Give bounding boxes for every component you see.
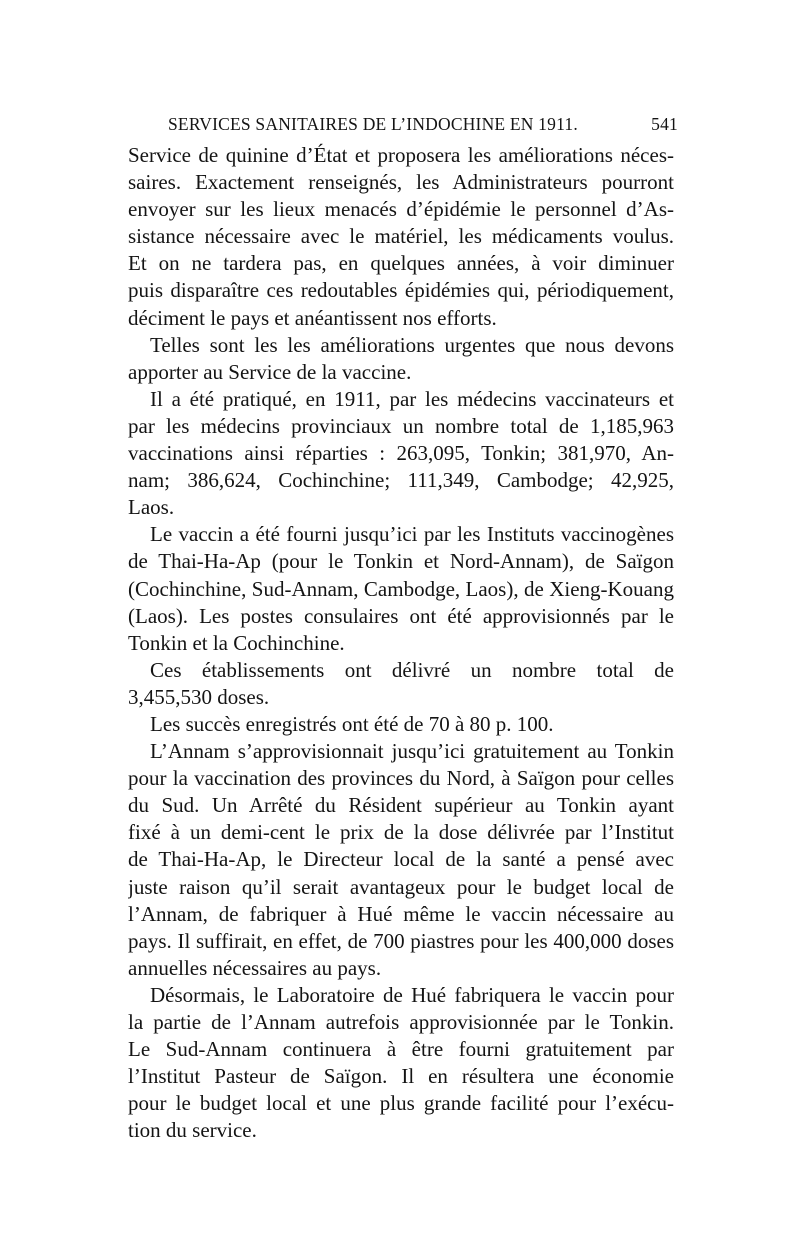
text-line: tion du service. [128,1118,257,1143]
text-line: Le vaccin a été fourni jusqu’ici par les Instituts vaccinogènes [150,522,674,547]
text-line: envoyer sur les lieux menacés d’épidémie le personnel d’As- [128,197,674,222]
text-line: l’Annam, de fabriquer à Hué même le vaccin nécessaire au [128,901,674,926]
text-line: Il a été pratiqué, en 1911, par les médecins vaccinateurs et [150,386,674,411]
text-line: l’Institut Pasteur de Saïgon. Il en résultera une économie [128,1064,674,1089]
text-line: Le Sud-Annam continuera à être fourni gratuitement par [128,1037,674,1062]
text-line: 3,455,530 doses. [128,684,270,709]
text-line: pour la vaccination des provinces du Nord, à Saïgon pour celles [128,766,674,791]
text-line: pour le budget local et une plus grande facilité pour l’exécu- [128,1091,674,1116]
text-line: pays. Il suffirait, en effet, de 700 piastres pour les 400,000 doses [128,928,674,953]
page-number: 541 [651,114,678,134]
text-line: du Sud. Un Arrêté du Résident supérieur au Tonkin ayant [128,793,674,818]
text-line: Tonkin et la Cochinchine. [128,630,345,655]
text-line: Les succès enregistrés ont été de 70 à 80 p. 100. [150,711,554,736]
text-line: de Thai-Ha-Ap (pour le Tonkin et Nord-Annam), de Saïgon [128,549,674,574]
text-line: Désormais, le Laboratoire de Hué fabriquera le vaccin pour [150,982,674,1007]
text-line: la partie de l’Annam autrefois approvisionnée par le Tonkin. [128,1010,674,1034]
text-line: Et on ne tardera pas, en quelques années, à voir diminuer [128,251,674,276]
text-line: L’Annam s’approvisionnait jusqu’ici gratuitement au Tonkin [150,739,674,764]
text-line: vaccinations ainsi réparties : 263,095, Tonkin; 381,970, An- [128,441,674,466]
text-line: déciment le pays et anéantissent nos efforts. [128,305,497,330]
text-line: saires. Exactement renseignés, les Administrateurs pourront [128,170,674,195]
text-line: nam; 386,624, Cochinchine; 111,349, Cambodge; 42,925, [128,468,674,493]
text-line: puis disparaître ces redoutables épidémies qui, périodiquement, [128,278,674,303]
body-text [128,142,674,1144]
text-line: apporter au Service de la vaccine. [128,359,412,384]
text-line: sistance nécessaire avec le matériel, les médicaments voulus. [128,224,674,249]
text-line: (Cochinchine, Sud-Annam, Cambodge, Laos), de Xieng-Kouang [128,576,674,601]
text-line: annuelles nécessaires au pays. [128,955,382,980]
text-line: (Laos). Les postes consulaires ont été approvisionnés par le [128,603,674,628]
text-line: juste raison qu’il serait avantageux pour le budget local de [128,874,674,899]
text-line: Service de quinine d’État et proposera les améliorations néces- [128,143,674,167]
text-line: par les médecins provinciaux un nombre total de 1,185,963 [128,413,674,438]
text-line: de Thai-Ha-Ap, le Directeur local de la santé a pensé avec [128,847,674,872]
running-header-title: SERVICES SANITAIRES DE L’INDOCHINE EN 1911. [168,114,578,134]
text-line: Laos. [128,495,175,520]
text-line: Ces établissements ont délivré un nombre total de [150,657,674,682]
text-line: Telles sont les les améliorations urgentes que nous devons [150,332,674,357]
running-header [168,114,678,135]
text-line: fixé à un demi-cent le prix de la dose délivrée par l’Institut [128,820,674,845]
